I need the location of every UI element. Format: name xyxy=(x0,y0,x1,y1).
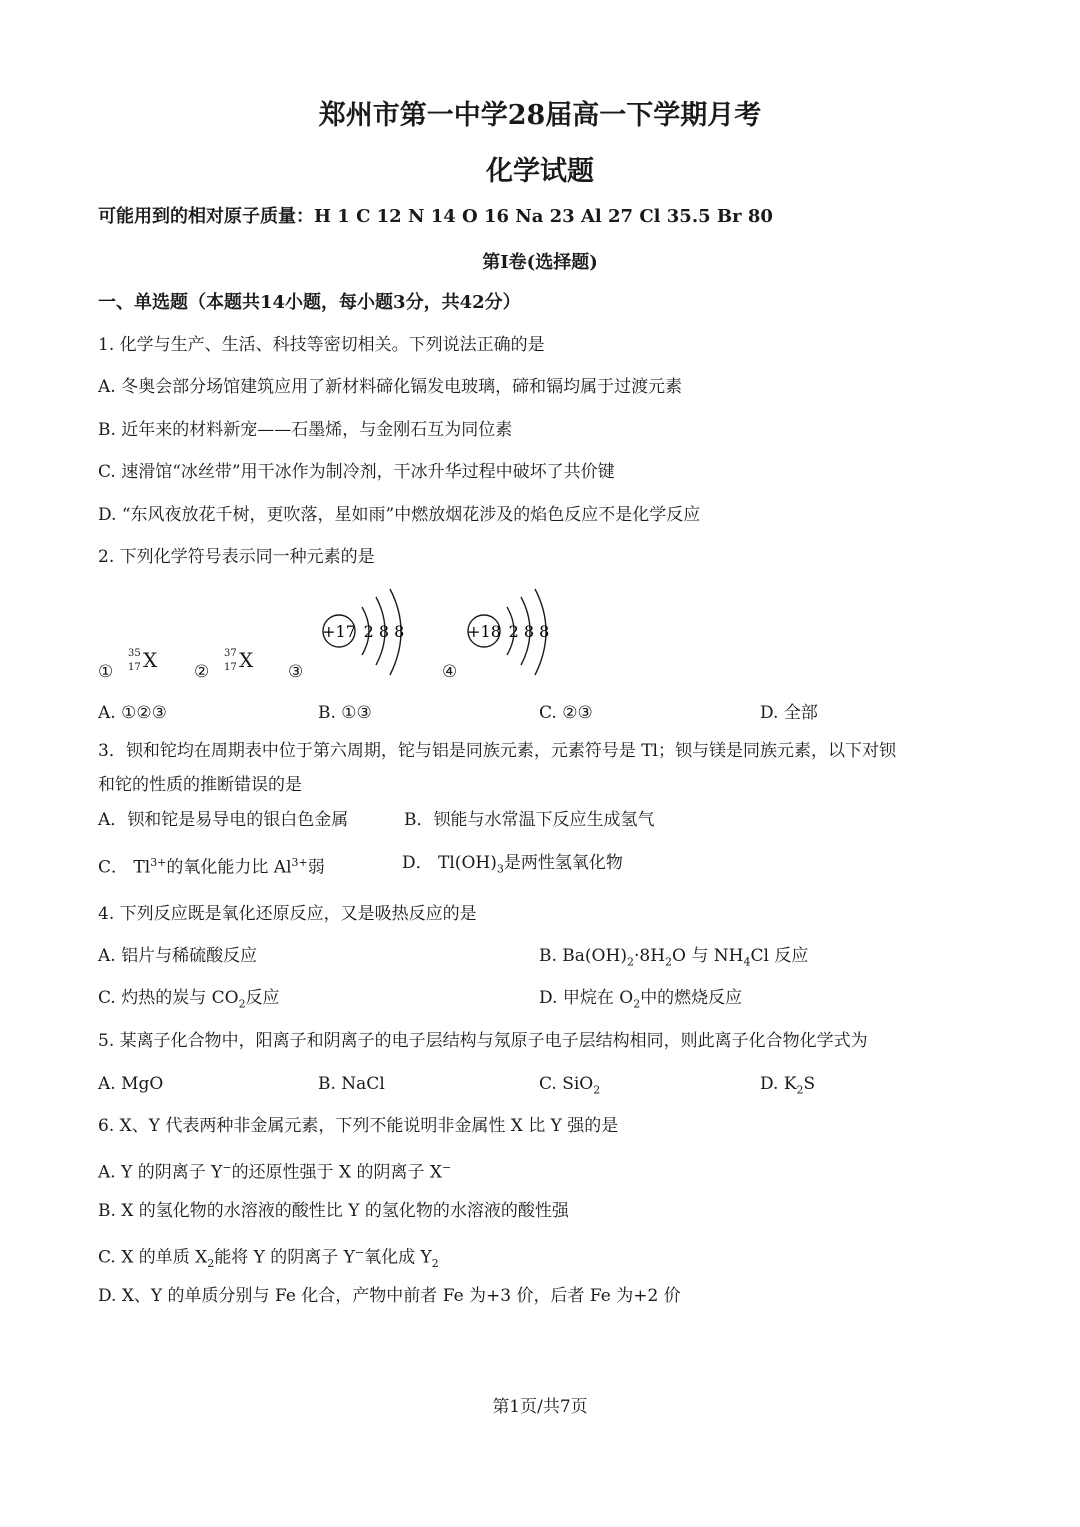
q1-option-a: A. 冬奥会部分场馆建筑应用了新材料碲化镉发电玻璃，碲和镉均属于过渡元素 xyxy=(98,377,683,397)
atom3-shells: 2 8 8 xyxy=(363,622,405,641)
q2-option-c: C. ②③ xyxy=(539,703,593,723)
q3-stem-line1: 3．钡和铊均在周期表中位于第六周期，铊与铝是同族元素，元素符号是 Tl；钡与镁是同族元素，以下对钡 xyxy=(98,741,896,761)
q5-option-a: A. MgO xyxy=(98,1074,164,1094)
q4-option-c: C. 灼热的炭与 $CO_2$反应 xyxy=(98,988,280,1011)
q5-option-c: C. SiO$_2$ xyxy=(539,1074,601,1097)
atom4-shells: 2 8 8 xyxy=(508,622,550,641)
q4-option-d: D. 甲烷在 $O_2$中的燃烧反应 xyxy=(539,988,743,1011)
q5-stem: 5. 某离子化合物中，阳离子和阴离子的电子层结构与氖原子电子层结构相同，则此离子化合物化学式为 xyxy=(98,1031,868,1051)
q2-option-a: A. ①②③ xyxy=(98,703,167,723)
q3-option-c: C． $Tl^{3+}$的氧化能力比 $Al^{3+}$弱 xyxy=(98,856,325,878)
q6-option-d: D. X、Y 的单质分别与 Fe 化合，产物中前者 Fe 为+3 价，后者 Fe 为+2 价 xyxy=(98,1286,681,1306)
q3-stem-line2: 和铊的性质的推断错误的是 xyxy=(98,775,302,795)
q2-option-d: D. 全部 xyxy=(760,703,818,723)
atomic-masses: 可能用到的相对原子质量：H 1 C 12 N 14 O 16 Na 23 Al 27 Cl 35.5 Br 80 xyxy=(98,206,773,227)
q5-option-d: D. $K_2S$ xyxy=(760,1074,816,1097)
exam-subtitle: 化学试题 xyxy=(486,156,594,187)
q3-option-d: D． $Tl(OH)_3$是两性氢氧化物 xyxy=(402,853,623,876)
volume-heading: 第I卷(选择题) xyxy=(482,252,598,273)
isotope-35x-z: 17 xyxy=(128,662,141,673)
q2-option-b: B. ①③ xyxy=(318,703,372,723)
q2-label-4: ④ xyxy=(442,662,458,682)
page-footer: 第1页/共7页 xyxy=(492,1397,588,1417)
q4-option-a: A. 铝片与稀硫酸反应 xyxy=(98,946,258,966)
isotope-37x-z: 17 xyxy=(224,662,237,673)
q2-label-2: ② xyxy=(194,662,210,682)
isotope-37x-symbol: X xyxy=(239,648,254,672)
q2-label-1: ① xyxy=(98,662,114,682)
q1-stem: 1. 化学与生产、生活、科技等密切相关。下列说法正确的是 xyxy=(98,335,545,355)
q6-option-b: B. X 的氢化物的水溶液的酸性比 Y 的氢化物的水溶液的酸性强 xyxy=(98,1201,569,1221)
exam-title: 郑州市第一中学28届高一下学期月考 xyxy=(318,100,762,131)
isotope-35x-symbol: X xyxy=(143,648,158,672)
q6-option-a: A. Y 的阴离子 Y−的还原性强于 X 的阴离子 X− xyxy=(98,1161,452,1183)
atom3-nucleus: +17 xyxy=(322,622,356,641)
isotope-37x xyxy=(224,648,264,678)
q1-option-d: D. “东风夜放花千树，更吹落，星如雨”中燃放烟花涉及的焰色反应不是化学反应 xyxy=(98,505,701,525)
q5-option-b: B. NaCl xyxy=(318,1074,385,1094)
q4-stem: 4. 下列反应既是氧化还原反应，又是吸热反应的是 xyxy=(98,904,477,924)
atom-structure-3 xyxy=(312,585,422,680)
q2-label-3: ③ xyxy=(288,662,304,682)
q1-option-b: B. 近年来的材料新宠——石墨烯，与金刚石互为同位素 xyxy=(98,420,513,440)
atom-structure-4 xyxy=(452,585,562,680)
isotope-37x-mass: 37 xyxy=(224,648,237,659)
q2-stem: 2. 下列化学符号表示同一种元素的是 xyxy=(98,547,375,567)
q6-stem: 6. X、Y 代表两种非金属元素，下列不能说明非金属性 X 比 Y 强的是 xyxy=(98,1116,619,1136)
isotope-35x xyxy=(128,648,168,678)
q3-option-b: B．钡能与水常温下反应生成氢气 xyxy=(404,810,655,830)
q1-option-c: C. 速滑馆“冰丝带”用干冰作为制冷剂，干冰升华过程中破坏了共价键 xyxy=(98,462,615,482)
q3-option-a: A．钡和铊是易导电的银白色金属 xyxy=(98,810,349,830)
section-heading: 一、单选题（本题共14小题，每小题3分，共42分） xyxy=(98,292,521,313)
atom4-nucleus: +18 xyxy=(467,622,501,641)
isotope-35x-mass: 35 xyxy=(128,648,141,659)
q4-option-b: B. $Ba(OH)_2\cdot 8H_2O$ 与 $NH_4Cl$ 反应 xyxy=(539,946,809,969)
q6-option-c: C. X 的单质 $X_2$能将 Y 的阴离子 Y−氧化成 $Y_2$ xyxy=(98,1246,439,1271)
